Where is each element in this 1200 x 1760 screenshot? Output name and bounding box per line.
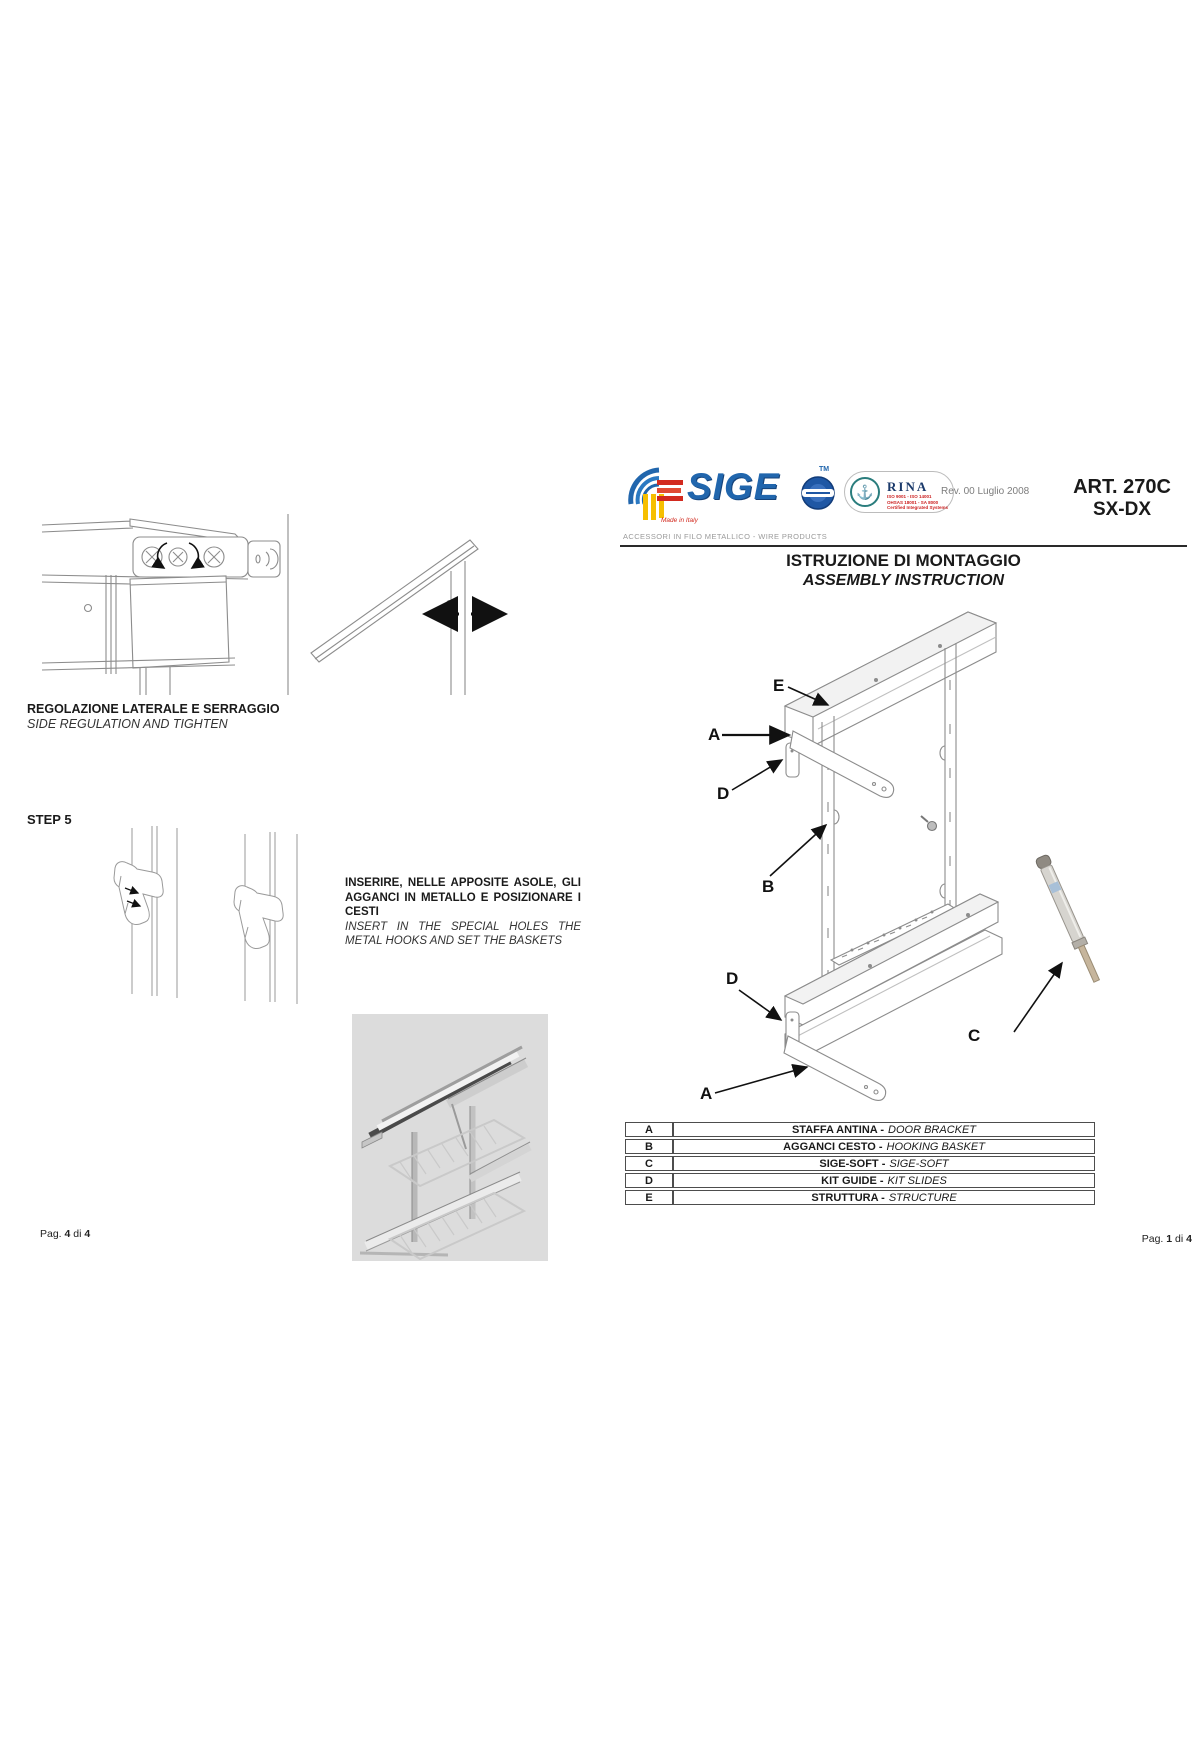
revision-text: Rev. 00 Luglio 2008 — [941, 486, 1030, 497]
gas-spring-sige-soft — [1035, 854, 1103, 984]
part-name-en: HOOKING BASKET — [886, 1140, 985, 1153]
regulation-caption — [27, 702, 347, 732]
rina-anchor-icon: ⚓ — [850, 477, 880, 507]
page-number-left — [40, 1228, 90, 1240]
part-desc — [673, 1173, 1095, 1188]
label-D-bottom: D — [726, 969, 739, 988]
label-B: B — [762, 877, 775, 896]
part-name-it: SIGE-SOFT - — [819, 1157, 886, 1170]
article-number — [1053, 476, 1191, 521]
basket-unit-render — [352, 1014, 548, 1261]
page-total: 4 — [1186, 1233, 1192, 1245]
step5-instruction-en: INSERT IN THE SPECIAL HOLES THE METAL HOOKS AND SET THE BASKETS — [345, 920, 581, 947]
table-row — [625, 1139, 1095, 1154]
part-name-en: STRUCTURE — [888, 1191, 957, 1204]
regulation-caption-it: REGOLAZIONE LATERALE E SERRAGGIO — [27, 702, 280, 716]
part-key: C — [625, 1156, 673, 1171]
table-row — [625, 1190, 1095, 1205]
page-di: di — [1175, 1233, 1184, 1245]
logo-trademark: TM — [819, 466, 830, 473]
page-number-right — [1100, 1233, 1192, 1245]
article-variant: SX-DX — [1092, 499, 1152, 520]
rina-line-1: ISO 9001 - ISO 14001 — [887, 494, 932, 499]
label-A-top: A — [708, 725, 721, 744]
page-di: di — [73, 1228, 82, 1240]
rina-cert-lines — [887, 494, 948, 511]
article-code: ART. 270C — [1073, 476, 1171, 498]
table-row — [625, 1156, 1095, 1171]
rails-and-hooks — [114, 826, 297, 1004]
side-regulation-drawing — [30, 462, 515, 707]
table-row — [625, 1173, 1095, 1188]
part-name-it: STRUTTURA - — [811, 1191, 885, 1204]
part-key: A — [625, 1122, 673, 1137]
part-key: B — [625, 1139, 673, 1154]
rina-line-3: Certified Integrated Systems — [887, 505, 949, 510]
label-D-top: D — [717, 784, 730, 803]
page-total: 4 — [84, 1228, 91, 1240]
label-A-bottom: A — [700, 1084, 713, 1103]
page-word: Pag. — [1141, 1233, 1164, 1245]
title-italian: ISTRUZIONE DI MONTAGGIO — [786, 551, 1021, 570]
diagram-labels — [700, 676, 980, 1103]
rina-badge — [844, 471, 954, 513]
page-num: 4 — [64, 1228, 71, 1240]
part-name-it: STAFFA ANTINA - — [791, 1123, 885, 1136]
part-name-it: AGGANCI CESTO - — [783, 1140, 883, 1153]
part-name-en: SIGE-SOFT — [889, 1157, 949, 1170]
logo-wordmark: SIGE — [687, 466, 780, 507]
part-name-en: KIT SLIDES — [887, 1174, 947, 1187]
page-title — [620, 551, 1187, 590]
step5-hooks-drawing — [75, 826, 310, 1081]
cisq-cert-icon — [800, 475, 836, 511]
header-divider — [620, 545, 1187, 547]
part-key: D — [625, 1173, 673, 1188]
logo-made-in-italy: Made in Italy — [661, 517, 698, 524]
part-key: E — [625, 1190, 673, 1205]
rina-line-2: OHSAS 18001 - SA 8000 — [887, 499, 939, 505]
regulation-caption-en: SIDE REGULATION AND TIGHTEN — [27, 717, 228, 731]
part-desc — [673, 1190, 1095, 1205]
part-name-it: KIT GUIDE - — [821, 1174, 884, 1187]
rina-name: RINA — [887, 479, 929, 494]
step5-label: STEP 5 — [27, 812, 72, 827]
label-C: C — [968, 1026, 981, 1045]
part-name-en: DOOR BRACKET — [888, 1123, 977, 1136]
title-english: ASSEMBLY INSTRUCTION — [802, 572, 1005, 589]
part-desc — [673, 1139, 1095, 1154]
door-tilt-drawing — [311, 540, 478, 695]
table-row — [625, 1122, 1095, 1137]
label-E: E — [773, 676, 785, 695]
page-word: Pag. — [40, 1228, 62, 1240]
bracket-with-screws — [42, 514, 288, 695]
parts-legend-table — [625, 1120, 1095, 1207]
logo-tagline: ACCESSORI IN FILO METALLICO - WIRE PRODUCTS — [623, 532, 828, 541]
certification-badges — [800, 470, 960, 516]
part-desc — [673, 1122, 1095, 1137]
part-desc — [673, 1156, 1095, 1171]
page-num: 1 — [1166, 1233, 1173, 1245]
step5-instruction-it: INSERIRE, NELLE APPOSITE ASOLE, GLI AGGANCI IN METALLO E POSIZIONARE I CESTI — [345, 877, 581, 918]
assembly-structure-diagram — [618, 588, 1103, 1113]
step5-instruction — [345, 876, 581, 949]
